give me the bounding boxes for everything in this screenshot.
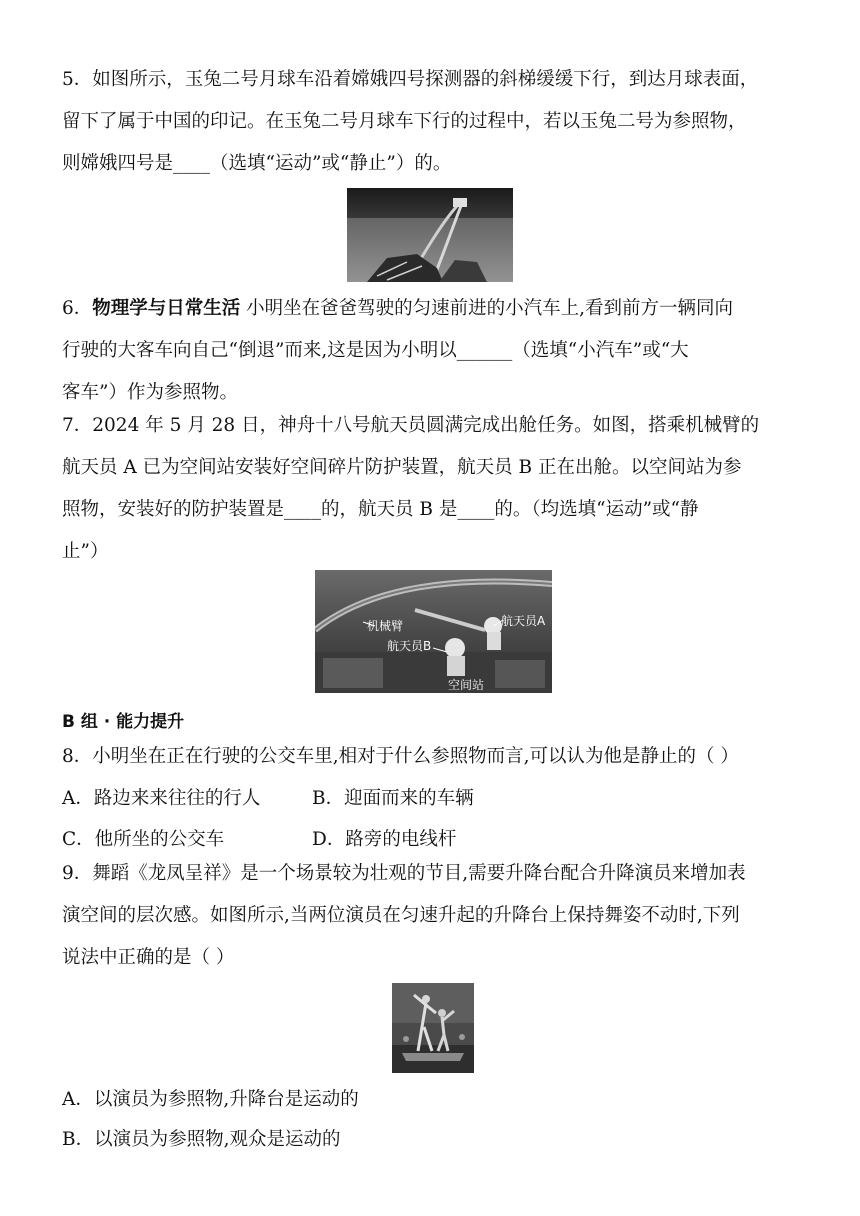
label-space-station: 空间站 <box>448 678 485 692</box>
q6-topic-tag: 物理学与日常生活 <box>92 298 241 319</box>
q5-line-3: 则嫦娥四号是____（选填“运动”或“静止”）的。 <box>62 153 452 174</box>
label-robotic-arm: 机械臂 <box>367 619 404 633</box>
q6-line-3: 客车”）作为参照物。 <box>62 382 238 403</box>
q7-line-3: 照物，安装好的防护装置是____的，航天员 B 是____的。（均选填“运动”或“静 <box>62 499 699 520</box>
q9-line-3: 说法中正确的是（ ） <box>62 947 235 968</box>
q8-option-d: D．路旁的电线杆 <box>312 829 457 850</box>
q5-line-2: 留下了属于中国的印记。在玉兔二号月球车下行的过程中，若以玉兔二号为参照物， <box>62 111 747 132</box>
q6-line-1-text: 小明坐在爸爸驾驶的匀速前进的小汽车上,看到前方一辆同向 <box>240 298 734 319</box>
q7-line-4: 止”） <box>62 541 109 562</box>
dance-performance-photo <box>392 983 474 1073</box>
label-astronaut-b: 航天员B <box>387 639 432 653</box>
q6-number: 6． <box>62 298 93 319</box>
space-station-photo <box>315 570 552 693</box>
q9-line-2: 演空间的层次感。如图所示,当两位演员在匀速升起的升降台上保持舞姿不动时,下列 <box>62 905 740 926</box>
label-astronaut-a: 航天员A <box>501 614 546 628</box>
q8-option-c: C．他所坐的公交车 <box>62 829 225 850</box>
q6-line-2: 行驶的大客车向自己“倒退”而来,这是因为小明以______（选填“小汽车”或“大 <box>62 340 689 361</box>
q8-option-b: B．迎面而来的车辆 <box>312 788 474 809</box>
q8-option-a: A．路边来来往往的行人 <box>62 788 261 809</box>
q8-stem: 8．小明坐在正在行驶的公交车里,相对于什么参照物而言,可以认为他是静止的（ ） <box>62 746 739 767</box>
q7-line-1: 7．2024 年 5 月 28 日，神舟十八号航天员圆满完成出舱任务。如图，搭乘机械臂的 <box>62 415 760 436</box>
q5-line-1: 5．如图所示，玉兔二号月球车沿着嫦娥四号探测器的斜梯缓缓下行，到达月球表面， <box>62 69 759 90</box>
yutu-rover-photo <box>347 188 513 282</box>
q9-option-a: A．以演员为参照物,升降台是运动的 <box>62 1089 359 1110</box>
q6-line-1 <box>62 296 733 322</box>
q9-line-1: 9．舞蹈《龙凤呈祥》是一个场景较为壮观的节目,需要升降台配合升降演员来增加表 <box>62 863 746 884</box>
section-b-heading: B 组 · 能力提升 <box>62 712 185 732</box>
q7-line-2: 航天员 A 已为空间站安装好空间碎片防护装置，航天员 B 正在出舱。以空间站为参 <box>62 457 742 478</box>
q9-option-b: B．以演员为参照物,观众是运动的 <box>62 1129 341 1150</box>
